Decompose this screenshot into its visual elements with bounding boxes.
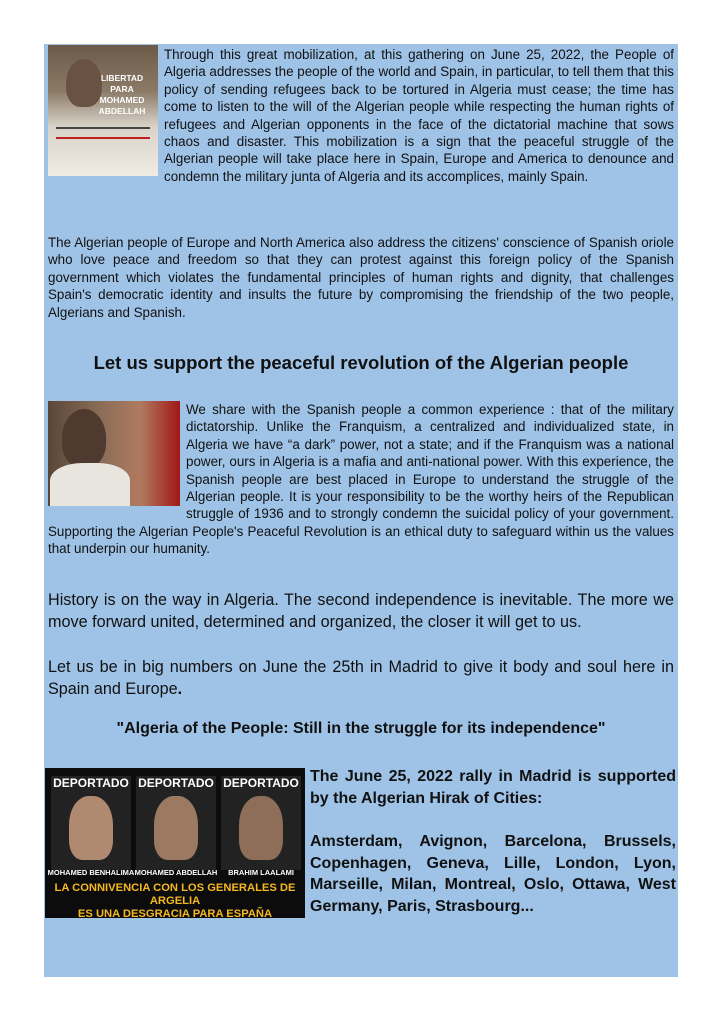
deportation-poster (45, 768, 305, 918)
paragraph-text: Through this great mobilization, at this gathering on June 25, 2022, the People of Algeria addresses the people of the world and Spain, in particular, to tell them that this policy of sending refugees back to be tortured in Algeria must cease; the time has come to listen to the will of the Algerian people while respecting the human rights of refugees and Algerian opponents in the face of the dictatorial machine that sows chaos and disaster. This mobilization is a sign that the peaceful struggle of the Algerian people will take place here in Spain, Europe and America to denounce and condemn the military junta of Algeria and its accomplices, mainly Spain. (164, 47, 674, 184)
rally-intro: The June 25, 2022 rally in Madrid is supported by the Algerian Hirak of Cities: (310, 768, 676, 807)
supporting-cities: Amsterdam, Avignon, Barcelona, Brussels, Copenhagen, Geneva, Lille, London, Lyon, Marseille, Milan, Montreal, Oslo, Ottawa, West Germany, Paris, Strasbourg... (310, 833, 676, 915)
heading-support-revolution: Let us support the peaceful revolution of the Algerian people (93, 352, 629, 373)
content-panel (44, 44, 678, 977)
banner-line1: LA CONNIVENCIA CON LOS GENERALES DE ARGELIA (54, 882, 296, 907)
paragraph-big-numbers (48, 656, 674, 700)
red-caption-area (128, 405, 178, 485)
poster-card (221, 776, 301, 870)
speaker-shirt (50, 463, 130, 506)
paragraph-common-experience (48, 401, 674, 558)
heading-algeria-of-the-people: "Algeria of the People: Still in the struggle for its independence" (116, 720, 606, 737)
paragraph-history: History is on the way in Algeria. The second independence is inevitable. The more we move forward united, determined and organized, the closer it will get to us. (48, 591, 674, 631)
sign-text-line3: ABDELLAH (98, 106, 146, 116)
banner-line2: ES UNA DESGRACIA PARA ESPAÑA (77, 908, 273, 920)
portrait (154, 796, 198, 860)
card-title: DEPORTADO (223, 776, 299, 790)
paragraph-mobilization (48, 46, 674, 185)
sign-text-line2: MOHAMED (99, 95, 145, 105)
poster-card (51, 776, 131, 870)
card-name: MOHAMED BENHALIMA (47, 868, 135, 877)
card-name: MOHAMED ABDELLAH (134, 868, 218, 877)
card-title: DEPORTADO (53, 776, 129, 790)
portrait (239, 796, 283, 860)
big-numbers-text: Let us be in big numbers on June the 25th in Madrid to give it body and soul here in Spain and Europe (48, 658, 674, 698)
card-title: DEPORTADO (138, 776, 214, 790)
protest-sign-photo (48, 45, 158, 176)
speaker-photo (48, 401, 180, 506)
portrait (69, 796, 113, 860)
poster-banner (45, 882, 305, 921)
big-numbers-period: . (177, 680, 183, 698)
speaker-head (62, 409, 106, 467)
paragraph-conscience: The Algerian people of Europe and North America also address the citizens' conscience of Spanish oriole who love peace and freedom so that they can protest against this foreign policy of the Spanish government which violates the fundamental principles of human rights and dignity, that challenges Spain's democratic identity and insults the future by compromising the friendship of the two people, Algerians and Spanish. (48, 235, 674, 320)
sign-divider (56, 127, 150, 129)
sign-text-line1: LIBERTAD PARA (100, 73, 144, 94)
poster-card (136, 776, 216, 870)
paragraph-text: We share with the Spanish people a common experience : that of the military dictatorship. Unlike the Franquism, a centralized and individualized state, in Algeria we have “a dark” power, not a state; and if the Franquism was a national power, ours in Algeria is a mafia and anti-national power. With this experience, the Spanish people are best placed in Europe to understand the struggle of the Algerian people. It is your responsibility to be the worthy heirs of the Republican struggle of 1936 and to strongly condemn the suicidal policy of your government. Supporting the Algerian People's Peaceful Revolution is an ethical duty to safeguard within us the values that underpin our humanity. (48, 402, 674, 557)
sign-red-stripe (56, 137, 150, 139)
card-name: BRAHIM LAALAMI (228, 868, 294, 877)
